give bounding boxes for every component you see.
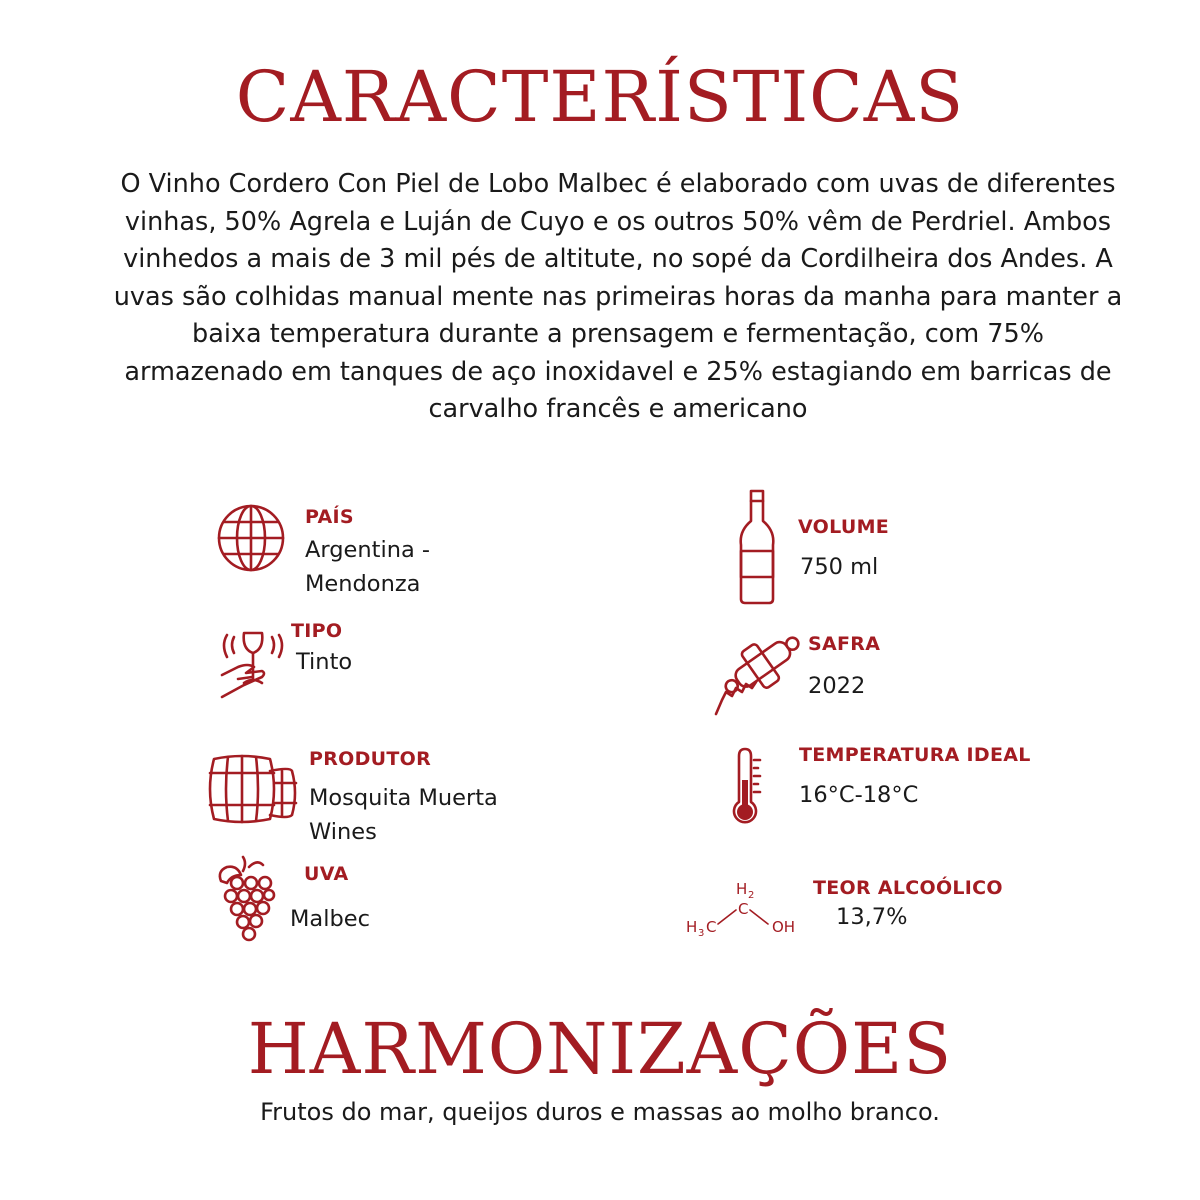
grapes-icon (213, 853, 279, 943)
wine-tasting-icon (218, 627, 288, 702)
formula-oh: OH (772, 918, 796, 936)
formula-c: C (738, 900, 749, 918)
formula-c-left: C (706, 918, 717, 936)
uva-label: UVA (304, 863, 349, 885)
page-title: CARACTERÍSTICAS (235, 56, 965, 138)
safra-value: 2022 (808, 673, 866, 699)
volume-value: 750 ml (800, 554, 879, 580)
teor-label: TEOR ALCOÓLICO (813, 877, 1003, 899)
globe-icon (216, 503, 286, 573)
bottle-icon (737, 489, 777, 605)
formula-h2: H (736, 880, 748, 898)
corkscrew-icon (712, 632, 802, 718)
harmonization-title: HARMONIZAÇÕES (247, 1008, 953, 1090)
harmonization-text: Frutos do mar, queijos duros e massas ao molho branco. (260, 1098, 940, 1126)
tipo-value: Tinto (296, 649, 353, 675)
safra-label: SAFRA (808, 633, 881, 655)
produtor-value: Mosquita Muerta Wines (309, 785, 498, 845)
ethanol-formula-icon (682, 874, 802, 940)
wine-description: O Vinho Cordero Con Piel de Lobo Malbec é elaborado com uvas de diferentes vinhas, 50% Agrela e Luján de Cuyo e os outros 50% vêm de Perdriel. Ambos vinhedos a mais de 3 mil pés de altitute, no sopé da Cordilheira dos Andes. A uvas são colhidas manual mente nas primeiras horas da manha para manter a baixa temperatura durante a prensagem e fermentação, com 75% armazenado em tanques de aço inoxidavel e 25% estagiando em barricas de carvalho francês e americano (113, 169, 1123, 424)
tipo-label: TIPO (291, 620, 343, 642)
produtor-label: PRODUTOR (309, 748, 432, 770)
temperatura-value: 16°C-18°C (799, 782, 919, 808)
volume-label: VOLUME (798, 516, 890, 538)
formula-h3: H (686, 918, 698, 936)
pais-label: PAÍS (305, 506, 354, 528)
formula-h3-sub: 3 (698, 928, 705, 939)
barrels-icon (208, 753, 300, 825)
pais-value: Argentina - Mendonza (305, 537, 431, 597)
uva-value: Malbec (290, 906, 370, 932)
temperatura-label: TEMPERATURA IDEAL (799, 744, 1031, 766)
teor-value: 13,7% (836, 904, 908, 930)
formula-h2-sub: 2 (748, 890, 755, 901)
thermometer-icon (730, 746, 764, 826)
